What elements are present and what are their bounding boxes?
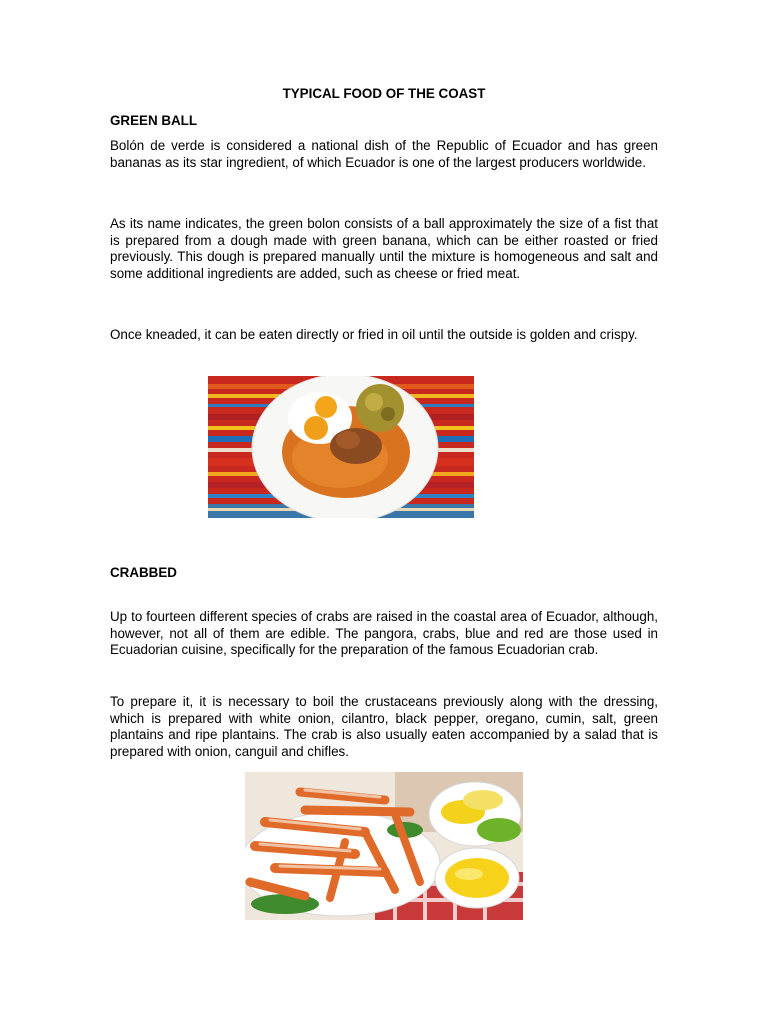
crabbed-heading: CRABBED [110, 565, 177, 580]
crabbed-paragraph-1: Up to fourteen different species of crabs are raised in the coastal area of Ecuador, although, however, not all of them are edible. The pangora, crabs, blue and red are those used in Ecuadorian cuisine, specifically for the preparation of the famous Ecuadorian crab. [110, 609, 658, 658]
ecuadorian-crab-photo [245, 772, 523, 920]
green-ball-paragraph-1: Bolón de verde is considered a national dish of the Republic of Ecuador and has green bananas as its star ingredient, of which Ecuador is one of the largest producers worldwide. [110, 138, 658, 170]
bolon-de-verde-photo [208, 376, 474, 518]
green-ball-paragraph-3: Once kneaded, it can be eaten directly or fried in oil until the outside is golden and crispy. [110, 327, 638, 342]
green-ball-heading: GREEN BALL [110, 113, 198, 128]
crabbed-paragraph-2: To prepare it, it is necessary to boil the crustaceans previously along with the dressing, which is prepared with white onion, cilantro, black pepper, oregano, cumin, salt, green plantains and ripe plantains. The crab is also usually eaten accompanied by a salad that is prepared with onion, canguil and chifles. [110, 694, 658, 759]
green-ball-paragraph-2: As its name indicates, the green bolon consists of a ball approximately the size of a fist that is prepared from a dough made with green banana, which can be either roasted or fried previously. This dough is prepared manually until the mixture is homogeneous and salt and some additional ingredients are added, such as cheese or fried meat. [110, 216, 658, 281]
document-title: TYPICAL FOOD OF THE COAST [282, 86, 486, 101]
